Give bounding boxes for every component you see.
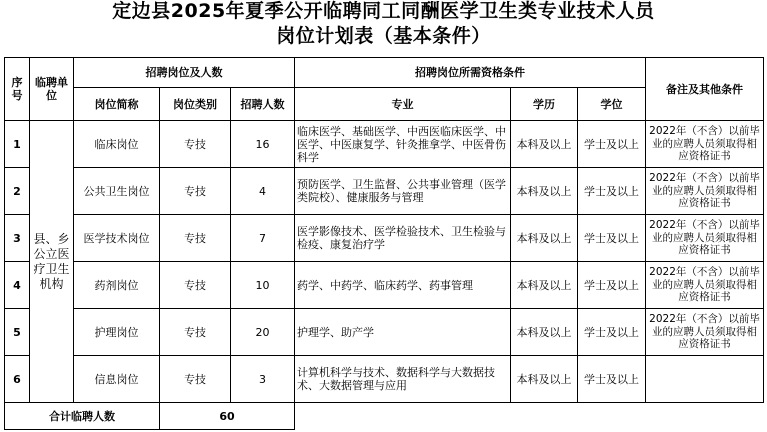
header-qualifications-group: 招聘岗位所需资格条件 xyxy=(295,58,646,88)
total-blank xyxy=(295,403,511,430)
row-degree: 学士及以上 xyxy=(578,356,646,403)
row-position-name: 信息岗位 xyxy=(74,356,160,403)
table-row xyxy=(5,262,764,309)
total-blank xyxy=(578,403,646,430)
row-position-type: 专技 xyxy=(160,215,231,262)
row-education: 本科及以上 xyxy=(511,309,578,356)
header-hire-count: 招聘人数 xyxy=(231,88,295,121)
row-hire-count: 3 xyxy=(231,356,295,403)
table-row xyxy=(5,309,764,356)
table-row xyxy=(5,121,764,168)
row-note: 2022年（不含）以前毕业的应聘人员须取得相应资格证书 xyxy=(646,121,764,168)
row-major: 医学影像技术、医学检验技术、卫生检验与检疫、康复治疗学 xyxy=(295,215,511,262)
row-position-type: 专技 xyxy=(160,309,231,356)
total-blank xyxy=(646,403,764,430)
row-position-type: 专技 xyxy=(160,168,231,215)
row-position-name: 临床岗位 xyxy=(74,121,160,168)
row-degree: 学士及以上 xyxy=(578,215,646,262)
row-position-type: 专技 xyxy=(160,121,231,168)
row-seq: 6 xyxy=(5,356,30,403)
table-row xyxy=(5,168,764,215)
row-major: 计算机科学与技术、数据科学与大数据技术、大数据管理与应用 xyxy=(295,356,511,403)
row-degree: 学士及以上 xyxy=(578,309,646,356)
row-seq: 4 xyxy=(5,262,30,309)
header-unit: 临聘单位 xyxy=(30,58,74,121)
row-major: 药学、中药学、临床药学、药事管理 xyxy=(295,262,511,309)
row-education: 本科及以上 xyxy=(511,356,578,403)
row-hire-count: 16 xyxy=(231,121,295,168)
row-seq: 1 xyxy=(5,121,30,168)
row-position-type: 专技 xyxy=(160,262,231,309)
row-position-type: 专技 xyxy=(160,356,231,403)
row-education: 本科及以上 xyxy=(511,121,578,168)
header-education: 学历 xyxy=(511,88,578,121)
row-position-name: 药剂岗位 xyxy=(74,262,160,309)
row-note: 2022年（不含）以前毕业的应聘人员须取得相应资格证书 xyxy=(646,168,764,215)
row-education: 本科及以上 xyxy=(511,168,578,215)
row-hire-count: 7 xyxy=(231,215,295,262)
row-major: 临床医学、基础医学、中西医临床医学、中医学、中医康复学、针灸推拿学、中医骨伤科学 xyxy=(295,121,511,168)
header-notes: 备注及其他条件 xyxy=(646,58,764,121)
total-row xyxy=(5,403,764,430)
row-position-name: 护理岗位 xyxy=(74,309,160,356)
unit-name: 县、乡公立医疗卫生机构 xyxy=(30,121,74,403)
row-hire-count: 4 xyxy=(231,168,295,215)
total-value: 60 xyxy=(160,403,295,430)
header-degree: 学位 xyxy=(578,88,646,121)
header-positions-group: 招聘岗位及人数 xyxy=(74,58,295,88)
row-seq: 3 xyxy=(5,215,30,262)
row-seq: 2 xyxy=(5,168,30,215)
row-education: 本科及以上 xyxy=(511,262,578,309)
row-degree: 学士及以上 xyxy=(578,121,646,168)
header-seq: 序号 xyxy=(5,58,30,121)
row-hire-count: 10 xyxy=(231,262,295,309)
row-major: 护理学、助产学 xyxy=(295,309,511,356)
total-blank xyxy=(511,403,578,430)
document-title: 定边县2025年夏季公开临聘同工同酬医学卫生类专业技术人员 xyxy=(112,0,655,22)
row-position-name: 公共卫生岗位 xyxy=(74,168,160,215)
row-degree: 学士及以上 xyxy=(578,168,646,215)
row-note xyxy=(646,356,764,403)
document-subtitle: 岗位计划表（基本条件） xyxy=(276,25,491,47)
header-position-name: 岗位简称 xyxy=(74,88,160,121)
row-note: 2022年（不含）以前毕业的应聘人员须取得相应资格证书 xyxy=(646,309,764,356)
header-row-group xyxy=(5,58,764,88)
row-seq: 5 xyxy=(5,309,30,356)
row-education: 本科及以上 xyxy=(511,215,578,262)
table-row xyxy=(5,356,764,403)
row-note: 2022年（不含）以前毕业的应聘人员须取得相应资格证书 xyxy=(646,215,764,262)
table-row xyxy=(5,215,764,262)
position-plan-table xyxy=(4,57,764,430)
header-major: 专业 xyxy=(295,88,511,121)
row-position-name: 医学技术岗位 xyxy=(74,215,160,262)
row-degree: 学士及以上 xyxy=(578,262,646,309)
row-hire-count: 20 xyxy=(231,309,295,356)
header-position-type: 岗位类别 xyxy=(160,88,231,121)
row-note: 2022年（不含）以前毕业的应聘人员须取得相应资格证书 xyxy=(646,262,764,309)
total-label: 合计临聘人数 xyxy=(5,403,160,430)
row-major: 预防医学、卫生监督、公共事业管理（医学类院校）、健康服务与管理 xyxy=(295,168,511,215)
